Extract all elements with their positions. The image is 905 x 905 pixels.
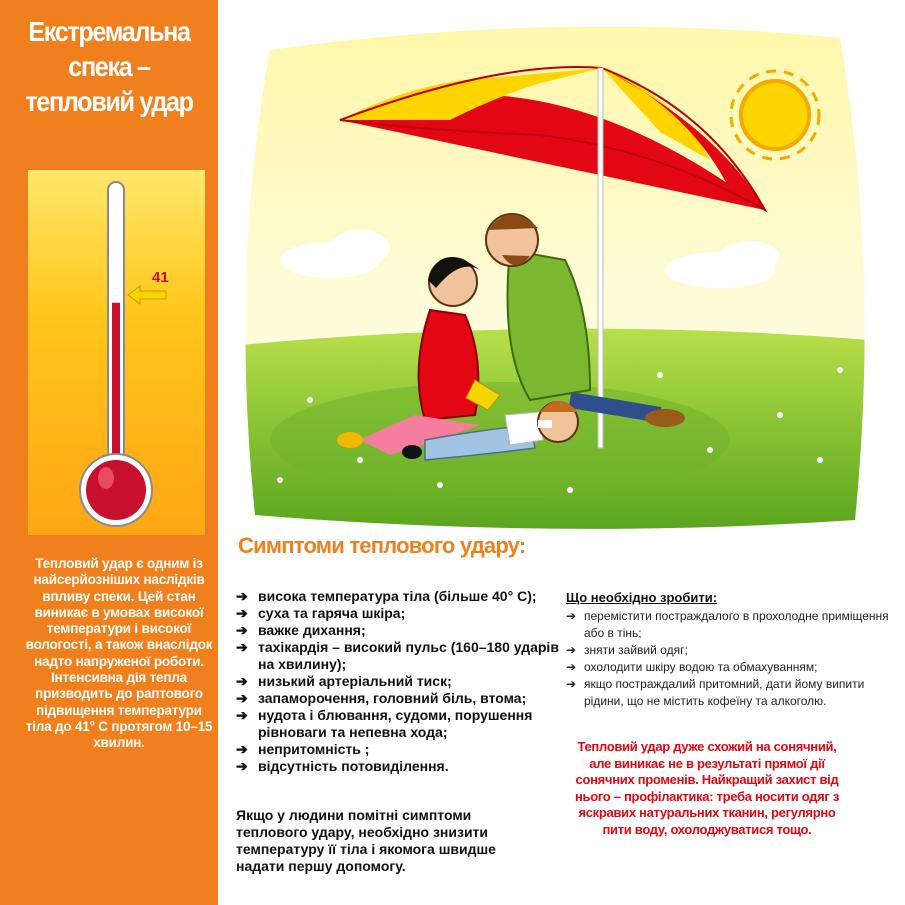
- title-line: тепловий удар: [25, 86, 193, 117]
- arrow-right-icon: ➔: [236, 690, 248, 706]
- thermometer-bulb: [86, 460, 146, 520]
- sidebar: [0, 0, 218, 905]
- symptom-text: суха та гаряча шкіра;: [258, 605, 406, 621]
- arrow-right-icon: ➔: [236, 588, 248, 604]
- list-item: [236, 639, 566, 673]
- todo-list: [566, 608, 891, 710]
- list-item: [236, 622, 566, 639]
- list-item: [566, 642, 891, 659]
- symptom-text: висока температура тіла (більше 40° С);: [258, 588, 537, 604]
- arrow-right-icon: ➔: [566, 609, 577, 623]
- thermometer-icon: [28, 170, 205, 535]
- arrow-right-icon: ➔: [236, 741, 248, 757]
- list-item: [236, 605, 566, 622]
- list-item: [236, 707, 566, 741]
- arrow-right-icon: ➔: [236, 758, 248, 774]
- heatstroke-scene-illustration: [240, 20, 870, 530]
- pointer-arrow-icon: [128, 286, 166, 304]
- todo-text: перемістити постраждалого в прохолодне приміщення або в тінь;: [584, 609, 889, 640]
- sidebar-description: Тепловий удар є одним із найсерйозніших наслідків впливу спеки. Цей стан виникає в умовах високої температури і високої вологості, а також внаслідок надто напруженої роботи. Інтенсивна дія тепла призводить до раптового підвищення температури тіла до 41° С протягом 10–15 хвилин.: [25, 556, 213, 751]
- list-item: [236, 588, 566, 605]
- list-item: [236, 758, 566, 775]
- arrow-right-icon: ➔: [236, 707, 248, 723]
- list-item: [236, 741, 566, 758]
- todo-text: зняти зайвий одяг;: [584, 643, 688, 657]
- page-title: [11, 14, 207, 119]
- todo-text: охолодити шкіру водою та обмахуванням;: [584, 660, 818, 674]
- thermometer-reading: 41: [152, 269, 169, 286]
- arrow-right-icon: ➔: [236, 622, 248, 638]
- bulb-highlight: [98, 467, 114, 489]
- list-item: [566, 659, 891, 676]
- symptom-text: тахікардія – високий пульс (160–180 ударів на хвилину);: [258, 639, 559, 672]
- symptom-text: важке дихання;: [258, 622, 366, 638]
- symptom-text: низький артеріальний тиск;: [258, 673, 452, 689]
- arrow-right-icon: ➔: [566, 643, 577, 657]
- arrow-right-icon: ➔: [566, 677, 577, 691]
- symptom-text: запаморочення, головний біль, втома;: [258, 690, 527, 706]
- list-item: [236, 673, 566, 690]
- title-line: спека –: [68, 51, 150, 82]
- arrow-right-icon: ➔: [236, 673, 248, 689]
- list-item: [566, 676, 891, 710]
- todo-text: якщо постраждалий притомний, дати йому випити рідини, що не містить кофеїну та алкоголю.: [584, 677, 865, 708]
- symptom-text: непритомність ;: [258, 741, 370, 757]
- list-item: [566, 608, 891, 642]
- title-line: Екстремальна: [28, 16, 190, 47]
- symptoms-heading: Симптоми теплового удару:: [238, 533, 526, 558]
- symptom-text: нудота і блювання, судоми, порушення рівноваги та непевна хода;: [258, 707, 533, 740]
- arrow-right-icon: ➔: [566, 660, 577, 674]
- symptom-note: Якщо у людини помітні симптоми теплового удару, необхідно знизити температуру її тіла і якомога швидше надати першу допомогу.: [236, 807, 496, 874]
- thermometer-panel: [28, 170, 205, 535]
- arrow-right-icon: ➔: [236, 639, 248, 655]
- symptom-text: відсутність потовиділення.: [258, 758, 449, 774]
- warning-note: Тепловий удар дуже схожий на сонячний, але виникає не в результаті прямої дії сонячних променів. Найкращий захист від нього – профілактика: треба носити одяг з яскравих натуральних тканин, регулярно пити воду, охолоджуватися тощо.: [574, 739, 840, 837]
- todo-heading: Що необхідно зробити:: [566, 590, 718, 605]
- illustration: [240, 20, 870, 530]
- symptom-list: [236, 588, 566, 775]
- arrow-right-icon: ➔: [236, 605, 248, 621]
- list-item: [236, 690, 566, 707]
